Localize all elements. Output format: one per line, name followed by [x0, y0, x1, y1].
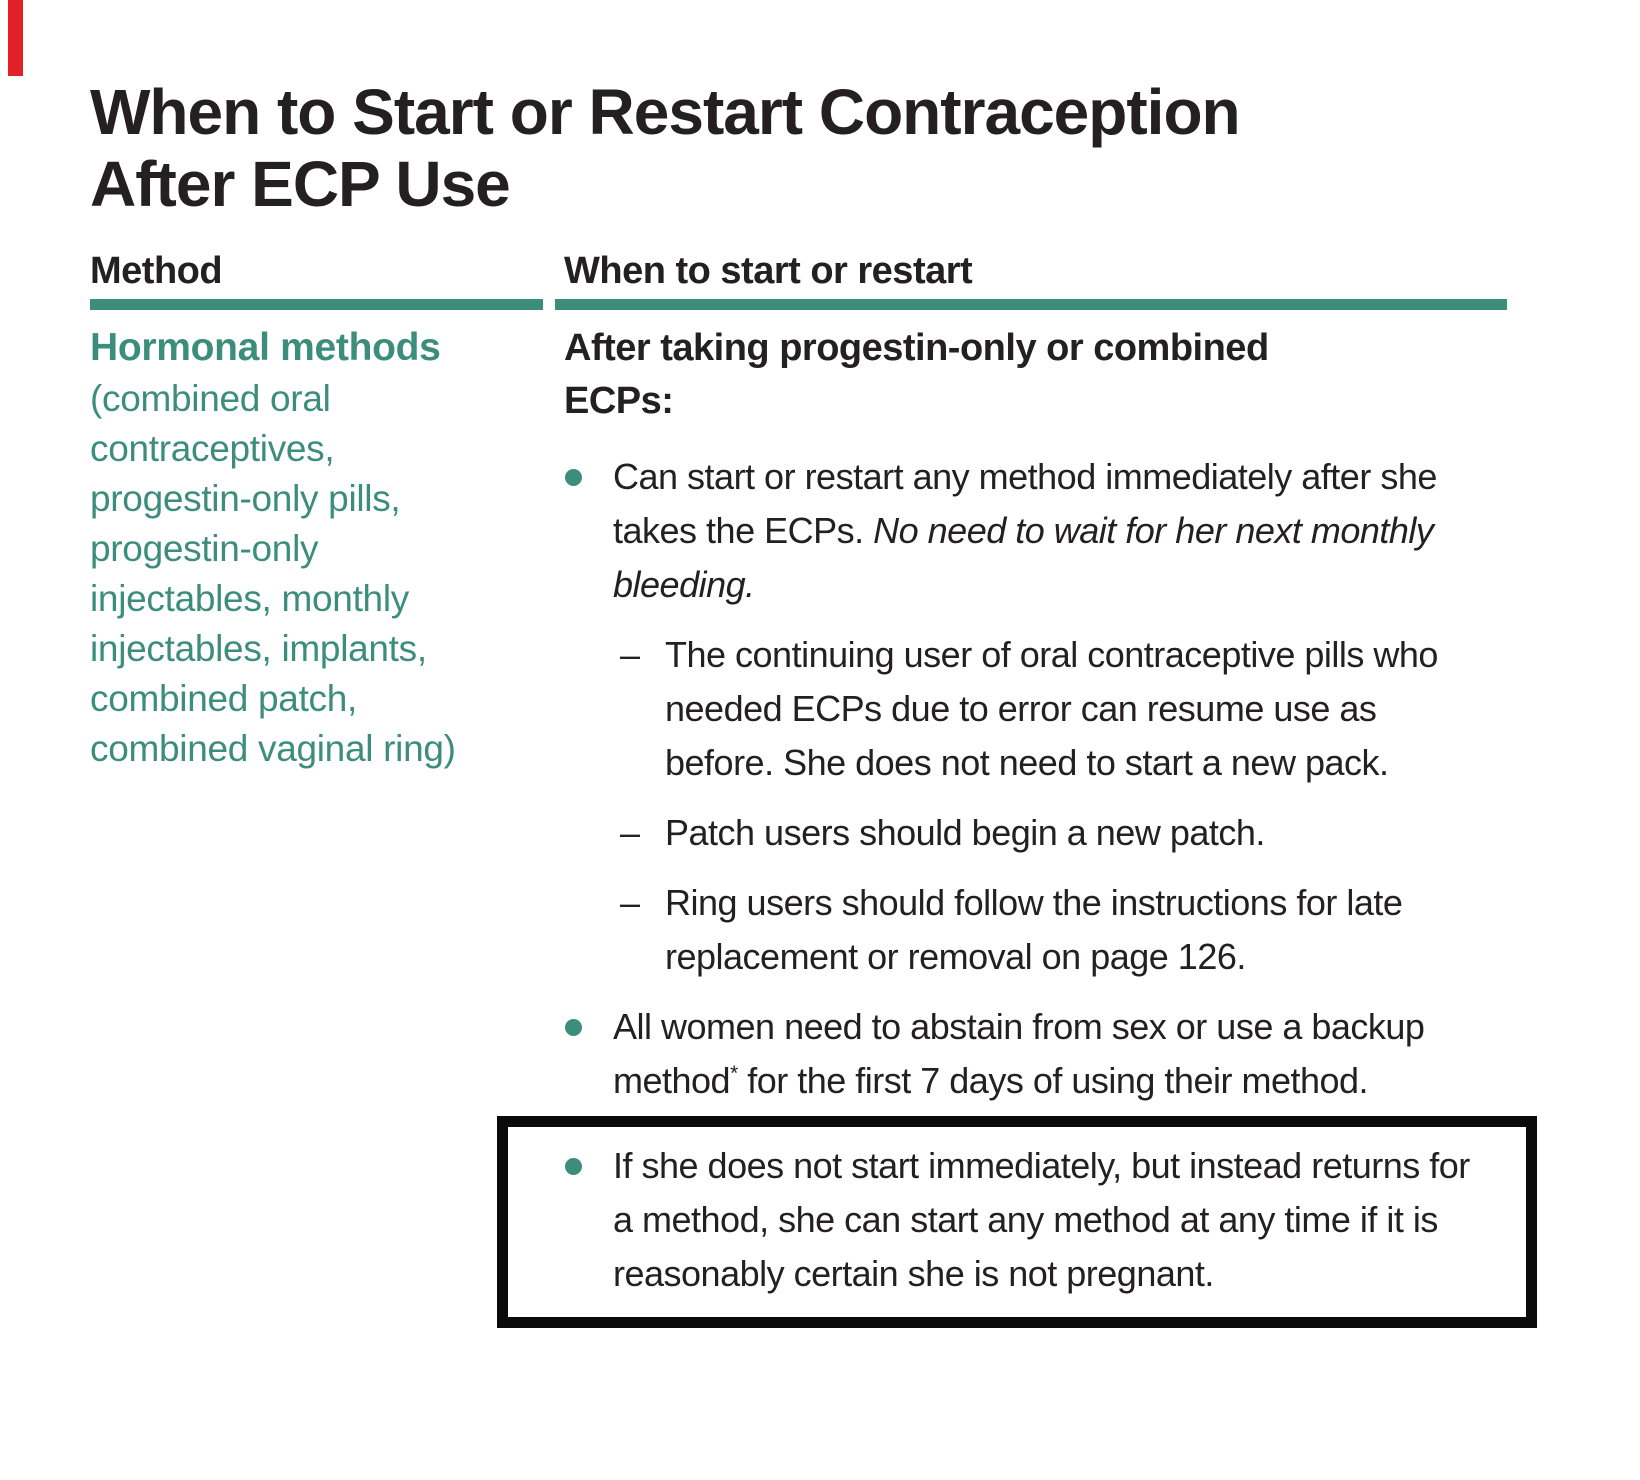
when-cell [545, 322, 1540, 1328]
bullet-dot-icon [565, 1019, 582, 1036]
method-detail [90, 374, 545, 774]
page-content [90, 0, 1540, 1328]
method-detail-line: injectables, monthly [90, 578, 409, 619]
table-row-hormonal-methods [90, 322, 1540, 1328]
column-header-method: Method [90, 250, 223, 292]
sub-item-list [564, 628, 1540, 984]
bullet-text [613, 1000, 1458, 1108]
bullet-item-backup-method [564, 1000, 1458, 1108]
bullet-text-italic: No need to wait for her next monthly bleeding. [613, 510, 1434, 605]
sub-item-text: The continuing user of oral contraceptive pills who needed ECPs due to error can resume use as before. She does not need to start a new pack. [665, 634, 1438, 783]
bullet-text-after-asterisk: for the first 7 days of using their method. [737, 1060, 1369, 1101]
sub-item-oral-pills [564, 628, 1540, 790]
sub-item-ring [564, 876, 1540, 984]
method-detail-line: combined vaginal ring) [90, 728, 456, 769]
method-detail-line: combined patch, [90, 678, 358, 719]
bullet-text [613, 450, 1458, 612]
table-header-row [90, 248, 1540, 294]
bullet-item-start-immediately [564, 450, 1458, 612]
rule-right-segment [555, 299, 1507, 310]
red-ribbon-marker [8, 0, 23, 76]
bullet-text: If she does not start immediately, but instead returns for a method, she can start any method at any time if it is reasonably certain she is not pregnant. [613, 1145, 1470, 1294]
sub-item-text: Ring users should follow the instructions for late replacement or removal on page 126. [665, 882, 1403, 977]
sub-item-patch [564, 806, 1540, 860]
page-title-line-1: When to Start or Restart Contraception [90, 76, 1240, 148]
rule-left-segment [90, 299, 543, 310]
bullet-text-before-asterisk: All women need to abstain from sex or use a backup method [613, 1006, 1425, 1101]
method-detail-line: injectables, implants, [90, 628, 427, 669]
dash-marker: – [620, 882, 640, 923]
bullet-text-regular: Can start or restart any method immediately after she takes the ECPs. [613, 456, 1437, 551]
dash-marker: – [620, 812, 640, 853]
method-detail-line: progestin-only [90, 528, 319, 569]
highlight-box [497, 1116, 1537, 1328]
page-title-line-2: After ECP Use [90, 148, 510, 220]
page-title [90, 76, 1540, 220]
method-name: Hormonal methods [90, 326, 441, 369]
sub-item-text: Patch users should begin a new patch. [665, 812, 1265, 853]
bullet-dot-icon [565, 1158, 582, 1175]
asterisk-footnote-marker: * [730, 1062, 738, 1085]
bullet-item-not-start-immediately [508, 1139, 1496, 1301]
when-heading-line-1: After taking progestin-only or combined [564, 327, 1269, 369]
when-heading [564, 322, 1540, 428]
when-heading-line-2: ECPs: [564, 380, 674, 422]
table-header-rule [90, 299, 1507, 310]
method-detail-line: progestin-only pills, [90, 478, 401, 519]
method-detail-line: (combined oral [90, 378, 331, 419]
dash-marker: – [620, 634, 640, 675]
method-detail-line: contraceptives, [90, 428, 335, 469]
method-cell [90, 322, 545, 1328]
bullet-dot-icon [565, 469, 582, 486]
column-header-when: When to start or restart [564, 250, 973, 292]
